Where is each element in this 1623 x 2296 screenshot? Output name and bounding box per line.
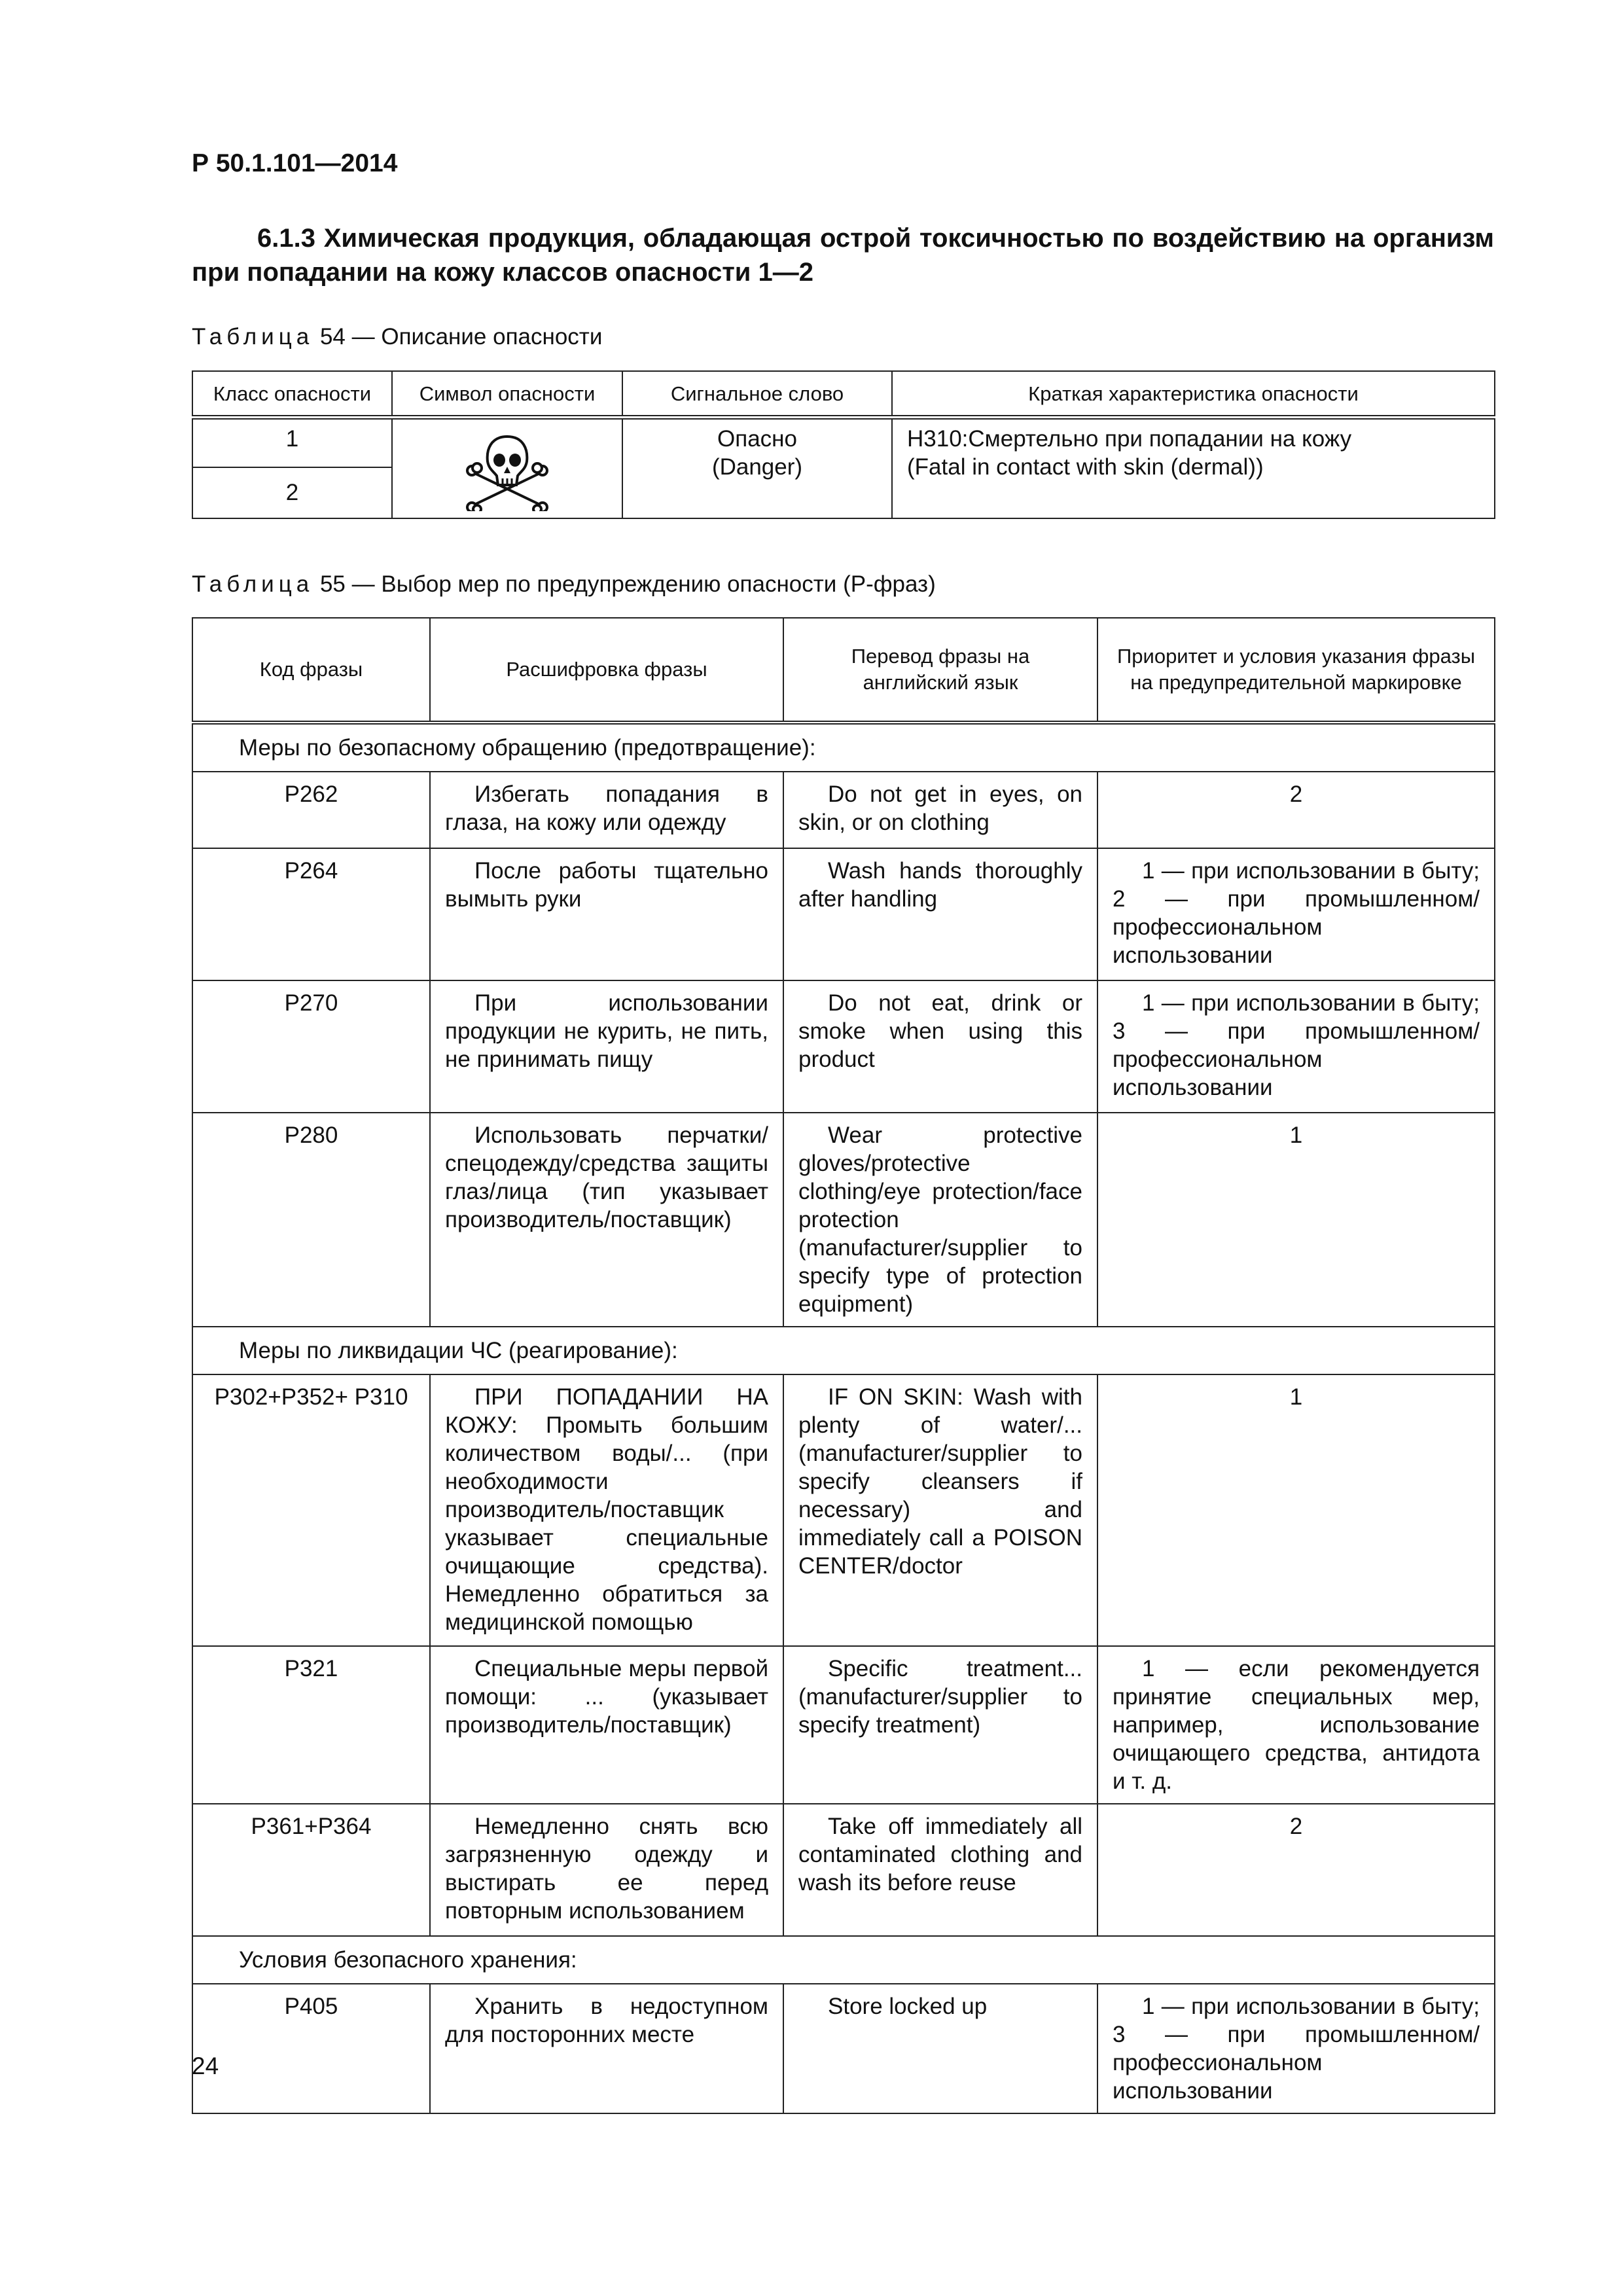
phrase-en: Do not get in eyes, on skin, or on clothing [783, 772, 1097, 848]
phrase-ru: Использовать перчатки/спецодежду/средства защиты глаз/лица (тип указывает производитель/поставщик) [430, 1113, 783, 1327]
phrase-ru: Немедленно снять всю загрязненную одежду и выстирать ее перед повторным использованием [430, 1804, 783, 1936]
table-row [192, 1113, 1495, 1327]
phrase-priority: 1 — при использовании в быту; 2 — при промышленном/профессиональном использовании [1097, 848, 1495, 980]
phrase-ru: Избегать попадания в глаза, на кожу или одежду [430, 772, 783, 848]
phrase-ru: ПРИ ПОПАДАНИИ НА КОЖУ: Промыть большим количеством воды/... (при необходимости производитель/поставщик указывает специальные очищающие средства). Немедленно обратиться за медицинской помощью [430, 1374, 783, 1646]
table-row [192, 848, 1495, 980]
table55-label: Таблица [192, 571, 314, 597]
phrase-priority: 1 [1097, 1374, 1495, 1646]
phrase-code: Р361+Р364 [192, 1804, 430, 1936]
phrase-en: Take off immediately all contaminated clothing and wash its before reuse [783, 1804, 1097, 1936]
phrase-priority: 2 [1097, 1804, 1495, 1936]
group-label: Меры по ликвидации ЧС (реагирование): [192, 1327, 1495, 1374]
hazard-statement-cell [892, 418, 1495, 518]
document-code: Р 50.1.101—2014 [192, 149, 398, 177]
hazard-statement-en: (Fatal in contact with skin (dermal)) [907, 454, 1264, 480]
table-row [192, 1804, 1495, 1936]
signal-word-cell [622, 418, 892, 518]
section-title [192, 221, 1494, 289]
table55-header: Перевод фразы на английский язык [783, 618, 1097, 723]
phrase-code: Р405 [192, 1984, 430, 2113]
signal-word-en: (Danger) [711, 454, 803, 480]
group-row [192, 1327, 1495, 1374]
table54-caption-text: 54 — Описание опасности [319, 324, 603, 350]
table55-header: Приоритет и условия указания фразы на предупредительной маркировке [1097, 618, 1495, 723]
group-label: Условия безопасного хранения: [192, 1936, 1495, 1984]
phrase-priority: 1 — при использовании в быту; 3 — при промышленном/профессиональном использовании [1097, 980, 1495, 1113]
table-row [192, 1374, 1495, 1646]
table55-caption [192, 571, 936, 598]
group-row [192, 723, 1495, 772]
hazard-class-1: 1 [192, 418, 392, 467]
table55-header: Расшифровка фразы [430, 618, 783, 723]
phrase-code: Р262 [192, 772, 430, 848]
phrase-ru: После работы тщательно вымыть руки [430, 848, 783, 980]
phrase-priority: 2 [1097, 772, 1495, 848]
hazard-class-2: 2 [192, 467, 392, 518]
phrase-en: Wash hands thoroughly after handling [783, 848, 1097, 980]
phrase-code: Р280 [192, 1113, 430, 1327]
phrase-en: Store locked up [783, 1984, 1097, 2113]
table54-header: Символ опасности [392, 371, 622, 418]
phrase-code: Р321 [192, 1646, 430, 1804]
table-row [192, 980, 1495, 1113]
phrase-ru: Хранить в недоступном для посторонних месте [430, 1984, 783, 2113]
phrase-en: Do not eat, drink or smoke when using this product [783, 980, 1097, 1113]
table55-header: Код фразы [192, 618, 430, 723]
hazard-symbol-cell [392, 418, 622, 518]
table55-caption-text: 55 — Выбор мер по предупреждению опасности (Р-фраз) [319, 571, 936, 597]
hazard-description-table [192, 370, 1495, 519]
table54-label: Таблица [192, 324, 314, 350]
page-number: 24 [192, 2053, 219, 2079]
phrase-en: IF ON SKIN: Wash with plenty of water/... (manufacturer/supplier to specify cleansers if necessary) and immediately call a POISON CENTER/doctor [783, 1374, 1097, 1646]
group-row [192, 1936, 1495, 1984]
table-row [192, 772, 1495, 848]
section-title-text: 6.1.3 Химическая продукция, обладающая острой токсичностью по воздействию на организм при попадании на кожу классов опасности 1—2 [192, 224, 1494, 287]
phrase-en: Specific treatment... (manufacturer/supplier to specify treatment) [783, 1646, 1097, 1804]
phrase-priority: 1 [1097, 1113, 1495, 1327]
phrase-ru: Специальные меры первой помощи: ... (указывает производитель/поставщик) [430, 1646, 783, 1804]
phrase-code: Р270 [192, 980, 430, 1113]
table54-header: Краткая характеристика опасности [892, 371, 1495, 418]
table54-caption [192, 324, 602, 350]
precautionary-statements-table [192, 617, 1495, 2114]
phrase-priority: 1 — если рекомендуется принятие специальных мер, например, использование очищающего средства, антидота и т. д. [1097, 1646, 1495, 1804]
table55-header-row [192, 618, 1495, 723]
table-row [192, 1646, 1495, 1804]
phrase-code: Р264 [192, 848, 430, 980]
signal-word: Опасно [717, 426, 797, 452]
table54-header-row [192, 371, 1495, 418]
table54-header: Класс опасности [192, 371, 392, 418]
skull-and-crossbones-icon [461, 433, 553, 511]
group-label: Меры по безопасному обращению (предотвращение): [192, 723, 1495, 772]
table-row [192, 1984, 1495, 2113]
phrase-en: Wear protective gloves/protective clothing/eye protection/face protection (manufacturer/supplier to specify type of protection equipment) [783, 1113, 1097, 1327]
hazard-statement: H310:Смертельно при попадании на кожу [907, 426, 1352, 452]
table54-row [192, 418, 1495, 467]
phrase-code: Р302+Р352+ Р310 [192, 1374, 430, 1646]
phrase-ru: При использовании продукции не курить, не пить, не принимать пищу [430, 980, 783, 1113]
phrase-priority: 1 — при использовании в быту; 3 — при промышленном/профессиональном использовании [1097, 1984, 1495, 2113]
table54-header: Сигнальное слово [622, 371, 892, 418]
